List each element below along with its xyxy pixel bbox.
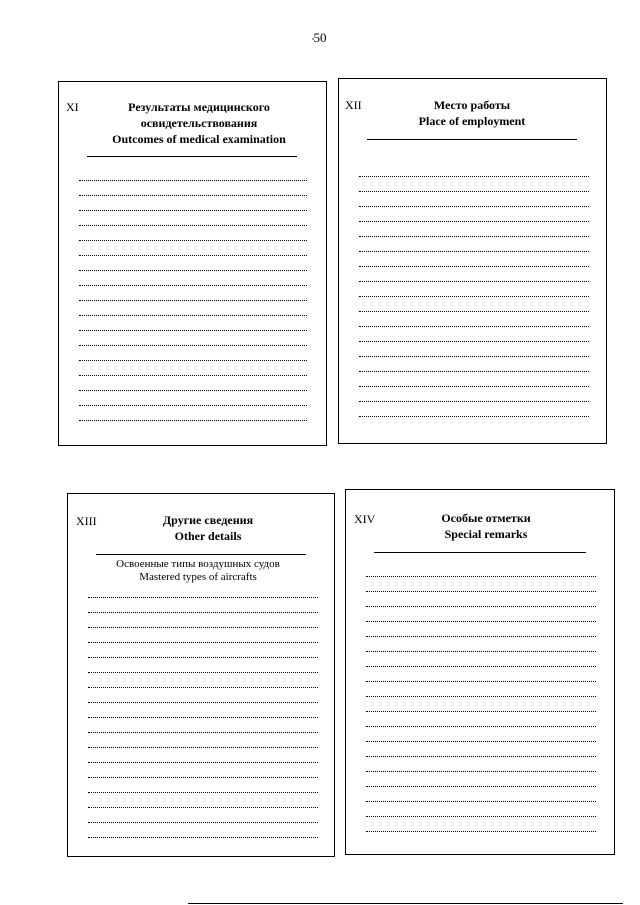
entry-line[interactable] (366, 787, 596, 802)
entry-line[interactable] (359, 267, 589, 282)
section-xi-entry-lines (79, 166, 307, 421)
entry-line[interactable] (366, 757, 596, 772)
entry-line[interactable] (79, 391, 307, 406)
section-xi-title (79, 99, 319, 147)
entry-line[interactable] (366, 682, 596, 697)
entry-line[interactable] (366, 817, 596, 832)
section-xi-title-en: Outcomes of medical examination (112, 132, 286, 146)
entry-line[interactable] (79, 166, 307, 181)
entry-line[interactable] (359, 252, 589, 267)
entry-line[interactable] (88, 763, 318, 778)
section-xiii-title-ru: Другие сведения (162, 513, 254, 527)
entry-line[interactable] (366, 637, 596, 652)
section-xiv-title-rule (374, 552, 586, 553)
entry-line[interactable] (366, 802, 596, 817)
section-xii-entry-lines (359, 162, 589, 417)
entry-line[interactable] (359, 222, 589, 237)
section-xiii-title-en: Other details (174, 529, 242, 543)
section-xi-panel (58, 81, 327, 446)
entry-line[interactable] (366, 727, 596, 742)
entry-line[interactable] (79, 331, 307, 346)
entry-line[interactable] (88, 718, 318, 733)
section-xiii-title-rule (96, 554, 306, 555)
entry-line[interactable] (359, 282, 589, 297)
entry-line[interactable] (79, 376, 307, 391)
section-xiii-numeral: XIII (76, 514, 97, 528)
entry-line[interactable] (366, 712, 596, 727)
entry-line[interactable] (88, 673, 318, 688)
entry-line[interactable] (79, 286, 307, 301)
entry-line[interactable] (366, 607, 596, 622)
entry-line[interactable] (79, 256, 307, 271)
entry-line[interactable] (366, 697, 596, 712)
entry-line[interactable] (88, 658, 318, 673)
entry-line[interactable] (79, 346, 307, 361)
entry-line[interactable] (359, 297, 589, 312)
section-xii-numeral: XII (345, 98, 362, 112)
entry-line[interactable] (88, 793, 318, 808)
section-xii-title-ru: Место работы (433, 98, 511, 112)
entry-line[interactable] (359, 162, 589, 177)
entry-line[interactable] (79, 316, 307, 331)
entry-line[interactable] (79, 361, 307, 376)
entry-line[interactable] (79, 196, 307, 211)
entry-line[interactable] (366, 562, 596, 577)
section-xi-numeral: XI (66, 100, 79, 114)
entry-line[interactable] (88, 688, 318, 703)
section-xiv-numeral: XIV (354, 512, 376, 526)
entry-line[interactable] (366, 742, 596, 757)
section-xiii-entry-lines (88, 583, 318, 838)
entry-line[interactable] (366, 652, 596, 667)
entry-line[interactable] (359, 192, 589, 207)
entry-line[interactable] (359, 372, 589, 387)
entry-line[interactable] (366, 667, 596, 682)
section-xiii-title (108, 512, 308, 544)
entry-line[interactable] (79, 226, 307, 241)
entry-line[interactable] (79, 271, 307, 286)
entry-line[interactable] (88, 823, 318, 838)
entry-line[interactable] (88, 613, 318, 628)
entry-line[interactable] (88, 643, 318, 658)
section-xiv-title-ru: Особые отметки (441, 511, 531, 525)
entry-line[interactable] (79, 181, 307, 196)
scan-speck (312, 38, 314, 40)
entry-line[interactable] (88, 748, 318, 763)
entry-line[interactable] (79, 211, 307, 226)
entry-line[interactable] (88, 703, 318, 718)
entry-line[interactable] (359, 312, 589, 327)
entry-line[interactable] (366, 772, 596, 787)
entry-line[interactable] (79, 406, 307, 421)
entry-line[interactable] (359, 402, 589, 417)
section-xii-title-en: Place of employment (418, 114, 526, 128)
entry-line[interactable] (366, 577, 596, 592)
entry-line[interactable] (366, 592, 596, 607)
section-xiii-subtitle (88, 558, 308, 584)
section-xiv-entry-lines (366, 562, 596, 832)
section-xi-title-ru-line2: освидетельствования (140, 116, 258, 130)
section-xi-title-rule (87, 156, 297, 157)
entry-line[interactable] (88, 733, 318, 748)
section-xii-title-rule (367, 139, 577, 140)
section-xii-title (359, 97, 585, 129)
entry-line[interactable] (359, 327, 589, 342)
section-xiii-subtitle-en: Mastered types of aircrafts (139, 571, 257, 583)
section-xiv-title-en: Special remarks (444, 527, 528, 541)
entry-line[interactable] (359, 387, 589, 402)
entry-line[interactable] (359, 342, 589, 357)
entry-line[interactable] (79, 241, 307, 256)
entry-line[interactable] (88, 598, 318, 613)
entry-line[interactable] (88, 628, 318, 643)
section-xiv-panel (345, 489, 615, 855)
page-number: 50 (313, 30, 327, 45)
entry-line[interactable] (359, 177, 589, 192)
entry-line[interactable] (88, 808, 318, 823)
section-xiv-title (386, 510, 586, 542)
entry-line[interactable] (359, 357, 589, 372)
entry-line[interactable] (88, 583, 318, 598)
section-xii-panel (338, 78, 607, 444)
section-xiii-subtitle-ru: Освоенные типы воздушных судов (116, 558, 280, 570)
entry-line[interactable] (359, 207, 589, 222)
section-xi-title-ru-line1: Результаты медицинского (128, 100, 270, 114)
entry-line[interactable] (366, 622, 596, 637)
entry-line[interactable] (79, 301, 307, 316)
entry-line[interactable] (88, 778, 318, 793)
page-bottom-rule (188, 903, 623, 904)
section-xiii-panel (67, 493, 335, 857)
entry-line[interactable] (359, 237, 589, 252)
